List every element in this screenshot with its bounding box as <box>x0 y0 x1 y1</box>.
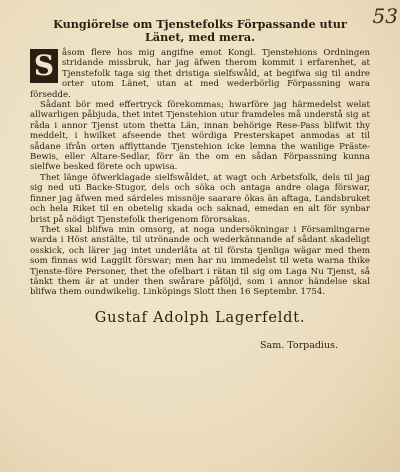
signature: Gustaf Adolph Lagerfeldt. <box>94 309 306 326</box>
document-heading: Kungiörelse om Tjenstefolks Förpassande utur Länet, med mera. <box>53 17 347 44</box>
folio-number: 53 <box>372 4 398 28</box>
ornamental-initial: S <box>30 49 58 83</box>
document-body <box>30 48 370 298</box>
paragraph-1 <box>30 48 370 100</box>
paragraph-3: Thet länge öfwerklagade sielfswåldet, at wagt och Arbetsfolk, dels til jag sig ned uti Backe-Stugor, dels och söka och antaga andre olaga förswar, finner jag äfwen med särdeles missnöje saarare ökas än aftaga, Landsbruket och hela Riket til en obetelig skada och saknad, emedan en alt för synbar brist på nödigt Tjenstefolk therigenom förorsakas. <box>30 172 370 225</box>
paragraph-4: Thet skal blifwa min omsorg, at noga undersökningar i Församlingarne warda i Höst anstälte, til utrönande och wederkännande af sådant skadeligt osskick, och lärer jag intet underlåta at til första tjenliga wägar med them som finnas wid Laggilt förswar; men har nu immedelst til weta warna thike Tjenste-före Personer, thet the ofelbart i rätan til sig om Laga Nu Tjenst, så tänkt them är at under then swårare påföljd, som i annor händelse skal blifwa them oundwikelig. Linköpings Slott then 16 Septembr. 1754. <box>30 224 370 298</box>
paragraph-1-text: åsom flere hos mig angifne emot Kongl. Tjenstehions Ordningen stridande missbruk, har jag äfwen therom kommit i erfarenhet, at Tjenstefolk taga sig thet dristiga sielfswåld, at begifwa sig til andre orter utom Länet, utan at med wederbörlig Förpassning wara försedde. <box>30 48 370 100</box>
paragraph-2: Sådant bör med effertryck förekommas; hwarföre jag härmedelst welat allwarligen påbjuda, thet intet Tjenstehion utur framdeles må understå sig at råda i annor Tjenst utom thetta Län, innan behörige Rese-Pass blifwit thy meddelt, i hwilket afseende thet wördiga Presterskapet anmodas at til sådane ifrån orten afflyttande Tjenstehion icke lemna the wanlige Präste-Bewis, eller Altare-Sedlar, förr än the om en sådan Förpassning kunna sielfwe besked förete och upwisa. <box>30 100 370 173</box>
countersignature: Sam. Torpadius. <box>260 339 338 351</box>
